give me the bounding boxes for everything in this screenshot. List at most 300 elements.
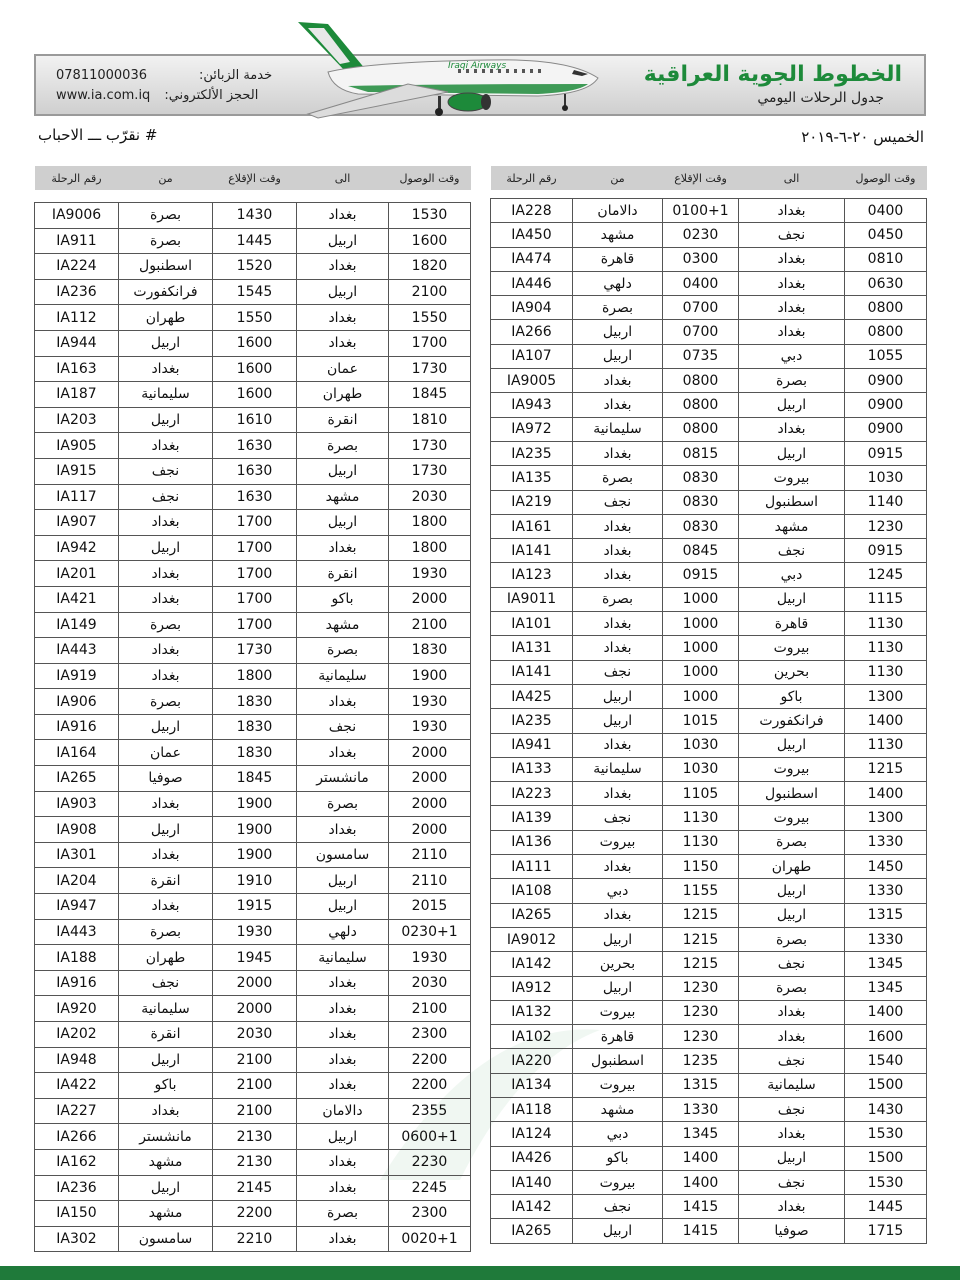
column-header-flight-number: رقم الرحلة: [491, 166, 573, 190]
table-row: [491, 1122, 927, 1146]
airline-logo-text: الخطوط الجوية العراقية: [643, 62, 902, 87]
origin-cell: بصرة: [573, 296, 663, 320]
arrival-time-cell: 2245: [389, 1175, 471, 1201]
destination-cell: بصرة: [297, 791, 389, 817]
website-link[interactable]: www.ia.com.iq: [56, 88, 151, 103]
destination-cell: انقرة: [297, 407, 389, 433]
flight-number-cell: IA941: [491, 733, 573, 757]
arrival-time-cell: 2000: [389, 740, 471, 766]
flight-number-cell: IA9005: [491, 369, 573, 393]
departure-time-cell: 1400: [663, 1170, 739, 1194]
origin-cell: بغداد: [119, 356, 213, 382]
arrival-time-cell: 1115: [845, 587, 927, 611]
logo-block: [644, 62, 902, 108]
arrival-time-cell: 1130: [845, 636, 927, 660]
flight-number-cell: IA220: [491, 1049, 573, 1073]
destination-cell: بغداد: [297, 1149, 389, 1175]
arrival-time-cell: 2000: [389, 817, 471, 843]
departure-time-cell: 1550: [213, 305, 297, 331]
table-header-row: [35, 166, 471, 190]
departure-time-cell: 1235: [663, 1049, 739, 1073]
destination-cell: مشهد: [297, 484, 389, 510]
arrival-time-cell: 1230: [845, 514, 927, 538]
departure-time-cell: 2030: [213, 1022, 297, 1048]
table-row: [491, 539, 927, 563]
arrival-time-cell: 0630: [845, 271, 927, 295]
flight-number-cell: IA202: [35, 1022, 119, 1048]
arrival-time-cell: 2300: [389, 1022, 471, 1048]
customer-service-phone[interactable]: 07811000036: [56, 68, 147, 83]
origin-cell: بصرة: [119, 919, 213, 945]
column-header-from: من: [119, 166, 213, 190]
arrival-time-cell: 1500: [845, 1146, 927, 1170]
destination-cell: بغداد: [739, 1122, 845, 1146]
departure-time-cell: 1400: [663, 1146, 739, 1170]
table-row: [35, 791, 471, 817]
departure-time-cell: 2100: [213, 1047, 297, 1073]
flight-number-cell: IA118: [491, 1097, 573, 1121]
table-row: [491, 247, 927, 271]
destination-cell: اسطنبول: [739, 782, 845, 806]
table-gap: [35, 190, 471, 203]
origin-cell: اربيل: [119, 1175, 213, 1201]
departure-time-cell: 0845: [663, 539, 739, 563]
table-row: [35, 1098, 471, 1124]
origin-cell: اربيل: [119, 817, 213, 843]
arrival-time-cell: 2100: [389, 612, 471, 638]
arrival-time-cell: 1430: [845, 1097, 927, 1121]
schedule-subtitle: جدول الرحلات اليومي: [757, 90, 884, 106]
arrival-time-cell: 1130: [845, 733, 927, 757]
flight-number-cell: IA111: [491, 855, 573, 879]
origin-cell: طهران: [119, 305, 213, 331]
arrival-time-cell: 1820: [389, 254, 471, 280]
destination-cell: بغداد: [739, 1025, 845, 1049]
departure-time-cell: 1830: [213, 740, 297, 766]
table-row: [491, 393, 927, 417]
origin-cell: اسطنبول: [573, 1049, 663, 1073]
departure-time-cell: 1945: [213, 945, 297, 971]
origin-cell: اربيل: [119, 1047, 213, 1073]
departure-time-cell: 1230: [663, 1000, 739, 1024]
table-row: [35, 766, 471, 792]
flight-number-cell: IA102: [491, 1025, 573, 1049]
departure-time-cell: 1700: [213, 586, 297, 612]
hashtag-slogan: # نقرّب ـــ الاحباب: [38, 126, 158, 144]
departure-time-cell: 1230: [663, 976, 739, 1000]
flight-number-cell: IA123: [491, 563, 573, 587]
origin-cell: بيروت: [573, 1073, 663, 1097]
flight-number-cell: IA163: [35, 356, 119, 382]
departure-time-cell: 2100: [213, 1073, 297, 1099]
departure-time-cell: 0800: [663, 393, 739, 417]
origin-cell: بيروت: [573, 1170, 663, 1194]
flight-number-cell: IA904: [491, 296, 573, 320]
destination-cell: بغداد: [297, 1226, 389, 1252]
origin-cell: بغداد: [119, 510, 213, 536]
table-row: [491, 1025, 927, 1049]
destination-cell: اربيل: [739, 1146, 845, 1170]
arrival-time-cell: 1130: [845, 612, 927, 636]
table-row: [35, 612, 471, 638]
departure-time-cell: 1600: [213, 356, 297, 382]
destination-cell: بغداد: [297, 1175, 389, 1201]
destination-cell: سليمانية: [297, 945, 389, 971]
departure-time-cell: 1610: [213, 407, 297, 433]
table-row: [35, 279, 471, 305]
departure-time-cell: 1700: [213, 561, 297, 587]
arrival-time-cell: 2110: [389, 842, 471, 868]
departure-time-cell: 0830: [663, 466, 739, 490]
bottom-bar: [0, 1266, 960, 1280]
destination-cell: بصرة: [739, 927, 845, 951]
destination-cell: بصرة: [297, 433, 389, 459]
destination-cell: بصرة: [739, 976, 845, 1000]
destination-cell: بغداد: [739, 1000, 845, 1024]
flight-number-cell: IA187: [35, 382, 119, 408]
table-row: [35, 330, 471, 356]
flight-number-cell: IA188: [35, 945, 119, 971]
arrival-time-cell: 1300: [845, 806, 927, 830]
departure-time-cell: 0400: [663, 271, 739, 295]
destination-cell: بغداد: [739, 417, 845, 441]
table-row: [491, 1170, 927, 1194]
origin-cell: دبي: [573, 1122, 663, 1146]
origin-cell: اربيل: [119, 407, 213, 433]
destination-cell: بغداد: [297, 254, 389, 280]
flight-number-cell: IA140: [491, 1170, 573, 1194]
origin-cell: بصرة: [573, 587, 663, 611]
departure-time-cell: 1900: [213, 842, 297, 868]
departure-time-cell: 1030: [663, 733, 739, 757]
table-row: [491, 1219, 927, 1243]
flight-number-cell: IA421: [35, 586, 119, 612]
table-row: [491, 563, 927, 587]
flight-number-cell: IA236: [35, 1175, 119, 1201]
destination-cell: بصرة: [739, 830, 845, 854]
origin-cell: مشهد: [573, 223, 663, 247]
flight-number-cell: IA117: [35, 484, 119, 510]
arrival-time-cell: 1330: [845, 927, 927, 951]
destination-cell: سليمانية: [739, 1073, 845, 1097]
destination-cell: بحرين: [739, 660, 845, 684]
destination-cell: مشهد: [297, 612, 389, 638]
destination-cell: بيروت: [739, 806, 845, 830]
flight-number-cell: IA223: [491, 782, 573, 806]
table-row: [35, 1022, 471, 1048]
flight-number-cell: IA162: [35, 1149, 119, 1175]
table-row: [35, 1201, 471, 1227]
flight-number-cell: IA907: [35, 510, 119, 536]
flight-number-cell: IA948: [35, 1047, 119, 1073]
arrival-time-cell: 1530: [845, 1170, 927, 1194]
arrival-time-cell: 1600: [389, 228, 471, 254]
arrival-time-cell: 0900: [845, 417, 927, 441]
table-row: [491, 976, 927, 1000]
arrival-time-cell: 0450: [845, 223, 927, 247]
origin-cell: بغداد: [573, 369, 663, 393]
arrival-time-cell: 1345: [845, 952, 927, 976]
flights-table-left: [34, 166, 471, 1252]
flight-number-cell: IA905: [35, 433, 119, 459]
destination-cell: بغداد: [739, 320, 845, 344]
departure-time-cell: 0830: [663, 490, 739, 514]
departure-time-cell: 0800: [663, 369, 739, 393]
departure-time-cell: 1315: [663, 1073, 739, 1097]
table-row: [491, 296, 927, 320]
origin-cell: نجف: [573, 1195, 663, 1219]
departure-time-cell: 2000: [213, 996, 297, 1022]
destination-cell: فرانكفورت: [739, 709, 845, 733]
arrival-time-cell: 1715: [845, 1219, 927, 1243]
arrival-time-cell: 0800: [845, 320, 927, 344]
origin-cell: بصرة: [119, 228, 213, 254]
column-header-arrival: وقت الوصول: [845, 166, 927, 190]
origin-cell: اربيل: [119, 714, 213, 740]
origin-cell: بغداد: [573, 903, 663, 927]
column-header-from: من: [573, 166, 663, 190]
departure-time-cell: 1915: [213, 894, 297, 920]
origin-cell: مشهد: [119, 1201, 213, 1227]
arrival-time-cell: 1530: [845, 1122, 927, 1146]
table-row: [491, 514, 927, 538]
arrival-time-cell: 1300: [845, 684, 927, 708]
destination-cell: بغداد: [297, 1047, 389, 1073]
table-row: [35, 842, 471, 868]
arrival-time-cell: 0915: [845, 441, 927, 465]
flight-number-cell: IA149: [35, 612, 119, 638]
arrival-time-cell: 1930: [389, 945, 471, 971]
arrival-time-cell: 1730: [389, 356, 471, 382]
flight-number-cell: IA235: [491, 441, 573, 465]
table-gap: [491, 190, 927, 199]
arrival-time-cell: 1600: [845, 1025, 927, 1049]
destination-cell: نجف: [739, 1049, 845, 1073]
flight-number-cell: IA135: [491, 466, 573, 490]
table-row: [35, 254, 471, 280]
origin-cell: سليمانية: [573, 417, 663, 441]
arrival-time-cell: 1345: [845, 976, 927, 1000]
table-row: [35, 638, 471, 664]
table-row: [35, 689, 471, 715]
origin-cell: اربيل: [119, 535, 213, 561]
flight-number-cell: IA134: [491, 1073, 573, 1097]
destination-cell: سامسون: [297, 842, 389, 868]
origin-cell: بغداد: [573, 782, 663, 806]
origin-cell: قاهرة: [573, 1025, 663, 1049]
origin-cell: اربيل: [573, 927, 663, 951]
table-row: [35, 1124, 471, 1150]
flight-number-cell: IA919: [35, 663, 119, 689]
destination-cell: دلهي: [297, 919, 389, 945]
destination-cell: سليمانية: [297, 663, 389, 689]
table-row: [491, 684, 927, 708]
table-row: [35, 868, 471, 894]
destination-cell: بغداد: [297, 1022, 389, 1048]
table-row: [35, 894, 471, 920]
arrival-time-cell: 2300: [389, 1201, 471, 1227]
arrival-time-cell: 1730: [389, 433, 471, 459]
flight-number-cell: IA916: [35, 970, 119, 996]
flight-number-cell: IA266: [35, 1124, 119, 1150]
departure-time-cell: 2100: [213, 1098, 297, 1124]
destination-cell: بغداد: [297, 970, 389, 996]
origin-cell: بحرين: [573, 952, 663, 976]
departure-time-cell: 1000: [663, 612, 739, 636]
flight-number-cell: IA915: [35, 458, 119, 484]
arrival-time-cell: 1400: [845, 709, 927, 733]
flight-number-cell: IA101: [491, 612, 573, 636]
flight-number-cell: IA474: [491, 247, 573, 271]
table-row: [35, 484, 471, 510]
flight-number-cell: IA446: [491, 271, 573, 295]
destination-cell: بغداد: [739, 271, 845, 295]
origin-cell: بغداد: [573, 514, 663, 538]
flight-number-cell: IA124: [491, 1122, 573, 1146]
origin-cell: اربيل: [119, 330, 213, 356]
table-row: [491, 271, 927, 295]
table-row: [491, 757, 927, 781]
destination-cell: دبي: [739, 344, 845, 368]
arrival-time-cell: 1245: [845, 563, 927, 587]
departure-time-cell: 0700: [663, 296, 739, 320]
destination-cell: قاهرة: [739, 612, 845, 636]
destination-cell: مشهد: [739, 514, 845, 538]
origin-cell: بغداد: [573, 636, 663, 660]
table-row: [491, 417, 927, 441]
origin-cell: بيروت: [573, 830, 663, 854]
flight-number-cell: IA131: [491, 636, 573, 660]
flight-number-cell: IA302: [35, 1226, 119, 1252]
flight-number-cell: IA943: [491, 393, 573, 417]
arrival-time-cell: 1030: [845, 466, 927, 490]
destination-cell: نجف: [739, 223, 845, 247]
origin-cell: صوفيا: [119, 766, 213, 792]
origin-cell: سليمانية: [119, 382, 213, 408]
flight-number-cell: IA9006: [35, 203, 119, 229]
arrival-time-cell: 1700: [389, 330, 471, 356]
origin-cell: نجف: [573, 806, 663, 830]
departure-time-cell: 1000: [663, 636, 739, 660]
flight-number-cell: IA301: [35, 842, 119, 868]
destination-cell: بغداد: [739, 199, 845, 223]
departure-time-cell: 0100+1: [663, 199, 739, 223]
origin-cell: بغداد: [119, 791, 213, 817]
origin-cell: بغداد: [119, 894, 213, 920]
destination-cell: صوفيا: [739, 1219, 845, 1243]
origin-cell: بصرة: [573, 466, 663, 490]
arrival-time-cell: 1930: [389, 561, 471, 587]
destination-cell: بغداد: [297, 740, 389, 766]
origin-cell: فرانكفورت: [119, 279, 213, 305]
contact-info: [56, 66, 272, 106]
origin-cell: بغداد: [119, 638, 213, 664]
departure-time-cell: 0700: [663, 320, 739, 344]
departure-time-cell: 2210: [213, 1226, 297, 1252]
arrival-time-cell: 1540: [845, 1049, 927, 1073]
table-row: [491, 223, 927, 247]
flight-number-cell: IA219: [491, 490, 573, 514]
table-row: [491, 466, 927, 490]
origin-cell: بغداد: [119, 1098, 213, 1124]
departure-time-cell: 1430: [213, 203, 297, 229]
destination-cell: نجف: [739, 1170, 845, 1194]
table-row: [491, 952, 927, 976]
departure-time-cell: 1215: [663, 927, 739, 951]
column-header-flight-number: رقم الرحلة: [35, 166, 119, 190]
flight-number-cell: IA9012: [491, 927, 573, 951]
destination-cell: دالامان: [297, 1098, 389, 1124]
departure-time-cell: 1000: [663, 660, 739, 684]
departure-time-cell: 0830: [663, 514, 739, 538]
arrival-time-cell: 1800: [389, 535, 471, 561]
flight-number-cell: IA972: [491, 417, 573, 441]
destination-cell: باكو: [739, 684, 845, 708]
departure-time-cell: 1830: [213, 714, 297, 740]
column-header-to: الى: [297, 166, 389, 190]
origin-cell: باكو: [119, 1073, 213, 1099]
origin-cell: انقرة: [119, 1022, 213, 1048]
arrival-time-cell: 1930: [389, 689, 471, 715]
flight-number-cell: IA266: [491, 320, 573, 344]
departure-time-cell: 1700: [213, 612, 297, 638]
table-row: [35, 305, 471, 331]
table-row: [35, 945, 471, 971]
destination-cell: نجف: [739, 539, 845, 563]
departure-time-cell: 1545: [213, 279, 297, 305]
origin-cell: بغداد: [573, 612, 663, 636]
table-row: [35, 228, 471, 254]
departure-time-cell: 1600: [213, 330, 297, 356]
arrival-time-cell: 0020+1: [389, 1226, 471, 1252]
booking-label: الحجز الألكتروني:: [164, 88, 259, 103]
flight-number-cell: IA150: [35, 1201, 119, 1227]
departure-time-cell: 0800: [663, 417, 739, 441]
table-row: [491, 320, 927, 344]
flight-number-cell: IA916: [35, 714, 119, 740]
flight-number-cell: IA426: [491, 1146, 573, 1170]
flight-number-cell: IA443: [35, 638, 119, 664]
arrival-time-cell: 1400: [845, 782, 927, 806]
flight-number-cell: IA107: [491, 344, 573, 368]
departure-time-cell: 1930: [213, 919, 297, 945]
arrival-time-cell: 0915: [845, 539, 927, 563]
origin-cell: بغداد: [573, 393, 663, 417]
destination-cell: طهران: [297, 382, 389, 408]
origin-cell: اربيل: [573, 344, 663, 368]
flight-number-cell: IA132: [491, 1000, 573, 1024]
flight-number-cell: IA112: [35, 305, 119, 331]
destination-cell: اربيل: [739, 879, 845, 903]
departure-time-cell: 0915: [663, 563, 739, 587]
table-header-row: [491, 166, 927, 190]
destination-cell: عمان: [297, 356, 389, 382]
origin-cell: بصرة: [119, 689, 213, 715]
arrival-time-cell: 1800: [389, 510, 471, 536]
flight-number-cell: IA906: [35, 689, 119, 715]
arrival-time-cell: 1530: [389, 203, 471, 229]
arrival-time-cell: 2030: [389, 970, 471, 996]
destination-cell: طهران: [739, 855, 845, 879]
departure-time-cell: 1910: [213, 868, 297, 894]
destination-cell: اربيل: [297, 458, 389, 484]
table-row: [491, 1049, 927, 1073]
origin-cell: مشهد: [119, 1149, 213, 1175]
destination-cell: نجف: [739, 1097, 845, 1121]
origin-cell: اربيل: [573, 684, 663, 708]
destination-cell: اربيل: [297, 279, 389, 305]
column-header-departure: وقت الإقلاع: [663, 166, 739, 190]
